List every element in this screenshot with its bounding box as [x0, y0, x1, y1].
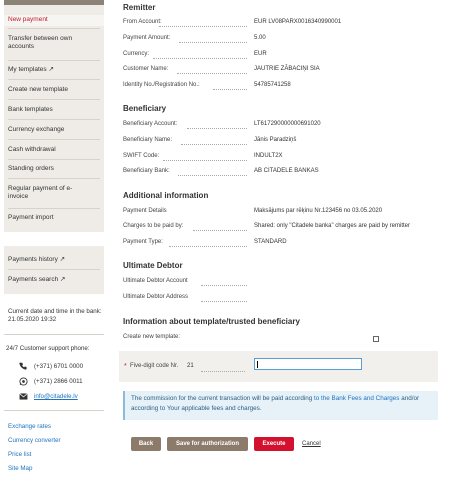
- sidebar-item-einvoice[interactable]: Regular payment of e-invoice: [8, 185, 73, 200]
- ultimate-account-label: Ultimate Debtor Account: [123, 278, 188, 284]
- sidebar-menu: [4, 0, 104, 232]
- support-title: 24/7 Customer support phone:: [6, 345, 90, 352]
- sidebar-item-bank-templates[interactable]: Bank templates: [8, 106, 53, 113]
- sidebar-secondary: [4, 246, 104, 294]
- execute-button[interactable]: Execute: [254, 437, 294, 451]
- identity-label: Identity No./Registration No.:: [123, 82, 200, 88]
- payment-details-label: Payment Details: [123, 208, 167, 214]
- ultimate-account-row: [123, 278, 439, 288]
- create-template-label: Create new template:: [123, 334, 181, 340]
- currency-converter-link[interactable]: Currency converter: [8, 437, 61, 444]
- identity-row: [123, 82, 439, 92]
- beneficiary-bank-label: Beneficiary Bank:: [123, 168, 170, 174]
- payment-details-value: Maksājums par rēķinu Nr.123456 no 03.05.2020: [254, 208, 383, 214]
- sidebar-item-create-template[interactable]: Create new template: [8, 86, 68, 93]
- code-number: 21: [187, 363, 194, 369]
- auth-code-panel: [119, 351, 438, 382]
- from-account-label: From Account:: [123, 19, 162, 25]
- payment-type-value: STANDARD: [254, 239, 287, 245]
- fees-link[interactable]: to the Bank Fees and Charges: [314, 395, 400, 402]
- additional-info-title: Additional information: [123, 191, 209, 200]
- ultimate-address-row: [123, 294, 439, 304]
- divider: [4, 410, 104, 411]
- email-link[interactable]: info@citadele.lv: [34, 392, 78, 400]
- beneficiary-account-label: Beneficiary Account:: [123, 121, 178, 127]
- swift-label: SWIFT Code:: [123, 153, 160, 159]
- sidebar-item-standing-orders[interactable]: Standing orders: [8, 165, 54, 172]
- sidebar-item-payment-import[interactable]: Payment import: [8, 214, 54, 221]
- from-account-value: EUR LV08PARX0016340990001: [254, 19, 342, 25]
- payment-amount-label: Payment Amount:: [123, 35, 171, 41]
- beneficiary-name-row: [123, 137, 439, 147]
- customer-name-label: Customer Name:: [123, 66, 169, 72]
- template-info-title: Information about template/trusted beneficiary: [123, 317, 300, 326]
- remitter-title: Remitter: [123, 3, 156, 12]
- commission-notice: [123, 391, 438, 420]
- sidebar-item-payments-search[interactable]: Payments search ↗: [8, 276, 66, 283]
- price-list-link[interactable]: Price list: [8, 451, 32, 458]
- beneficiary-name-label: Beneficiary Name:: [123, 137, 173, 143]
- identity-value: 54785741258: [254, 82, 291, 88]
- currency-row: [123, 51, 439, 61]
- sidebar: [0, 0, 110, 492]
- code-input[interactable]: [254, 358, 362, 370]
- beneficiary-title: Beneficiary: [123, 104, 167, 113]
- payment-type-row: [123, 239, 439, 249]
- sidebar-item-cash-withdrawal[interactable]: Cash withdrawal: [8, 146, 56, 153]
- ultimate-address-label: Ultimate Debtor Address: [123, 294, 189, 300]
- from-account-row: [123, 19, 439, 29]
- code-label: Five-digit code Nr.: [130, 363, 179, 369]
- phone2-row: [18, 377, 83, 385]
- payment-amount-value: 5.00: [254, 35, 266, 41]
- text-cursor: [257, 361, 258, 368]
- site-map-link[interactable]: Site Map: [8, 465, 33, 472]
- save-for-authorization-button[interactable]: Save for authorization: [167, 437, 248, 451]
- swift-value: INDULT2X: [254, 153, 283, 159]
- notice-text-end: and/or according to Your applicable fees and charges.: [131, 395, 420, 412]
- phone2-text[interactable]: (+371) 2866 0011: [34, 377, 83, 385]
- divider: [4, 334, 104, 335]
- exchange-rates-link[interactable]: Exchange rates: [8, 423, 51, 430]
- ultimate-debtor-title: Ultimate Debtor: [123, 261, 183, 270]
- beneficiary-name-value: Jānis Paradziņš: [254, 137, 297, 143]
- payment-amount-row: [123, 35, 439, 45]
- customer-name-value: JAUTRIE ZĀBACIŅI SIA: [254, 66, 320, 72]
- bank-datetime: Current date and time in the bank: 21.05.2020 19:32: [8, 308, 102, 323]
- beneficiary-bank-value: AB CITADELE BANKAS: [254, 168, 319, 174]
- phone1-text[interactable]: (+371) 6701 0000: [34, 362, 84, 370]
- charges-row: [123, 223, 439, 233]
- swift-row: [123, 153, 439, 163]
- phone-icon: [18, 362, 28, 370]
- payment-type-label: Payment Type:: [123, 239, 163, 245]
- sidebar-item-new-payment[interactable]: New payment: [4, 15, 104, 26]
- notice-text: The commission for the current transaction will be paid according: [131, 395, 315, 402]
- sidebar-item-currency-exchange[interactable]: Currency exchange: [8, 126, 65, 133]
- create-template-row: [123, 334, 439, 344]
- phone1-row: [18, 362, 83, 370]
- email-row: [18, 392, 78, 400]
- required-marker: *: [124, 363, 127, 370]
- create-template-checkbox[interactable]: [373, 336, 379, 342]
- sidebar-item-my-templates[interactable]: My templates ↗: [8, 66, 54, 73]
- back-button[interactable]: Back: [131, 437, 161, 451]
- beneficiary-bank-row: [123, 168, 439, 178]
- customer-name-row: [123, 66, 439, 76]
- beneficiary-account-row: [123, 121, 439, 131]
- payment-confirmation: [119, 0, 439, 492]
- cancel-link[interactable]: Cancel: [302, 441, 321, 447]
- charges-value: Shared: only "Citadele banka" charges are paid by remitter: [254, 223, 411, 229]
- sidebar-item-payments-history[interactable]: Payments history ↗: [8, 256, 66, 263]
- beneficiary-account-value: LT617290000000691020: [254, 121, 321, 127]
- payment-details-row: [123, 208, 439, 218]
- sidebar-item-transfer-own[interactable]: Transfer between own accounts: [8, 35, 73, 50]
- charges-label: Charges to be paid by:: [123, 223, 184, 229]
- whatsapp-icon: [18, 377, 28, 385]
- mail-icon: [18, 392, 28, 400]
- currency-label: Currency:: [123, 51, 150, 57]
- currency-value: EUR: [254, 51, 267, 57]
